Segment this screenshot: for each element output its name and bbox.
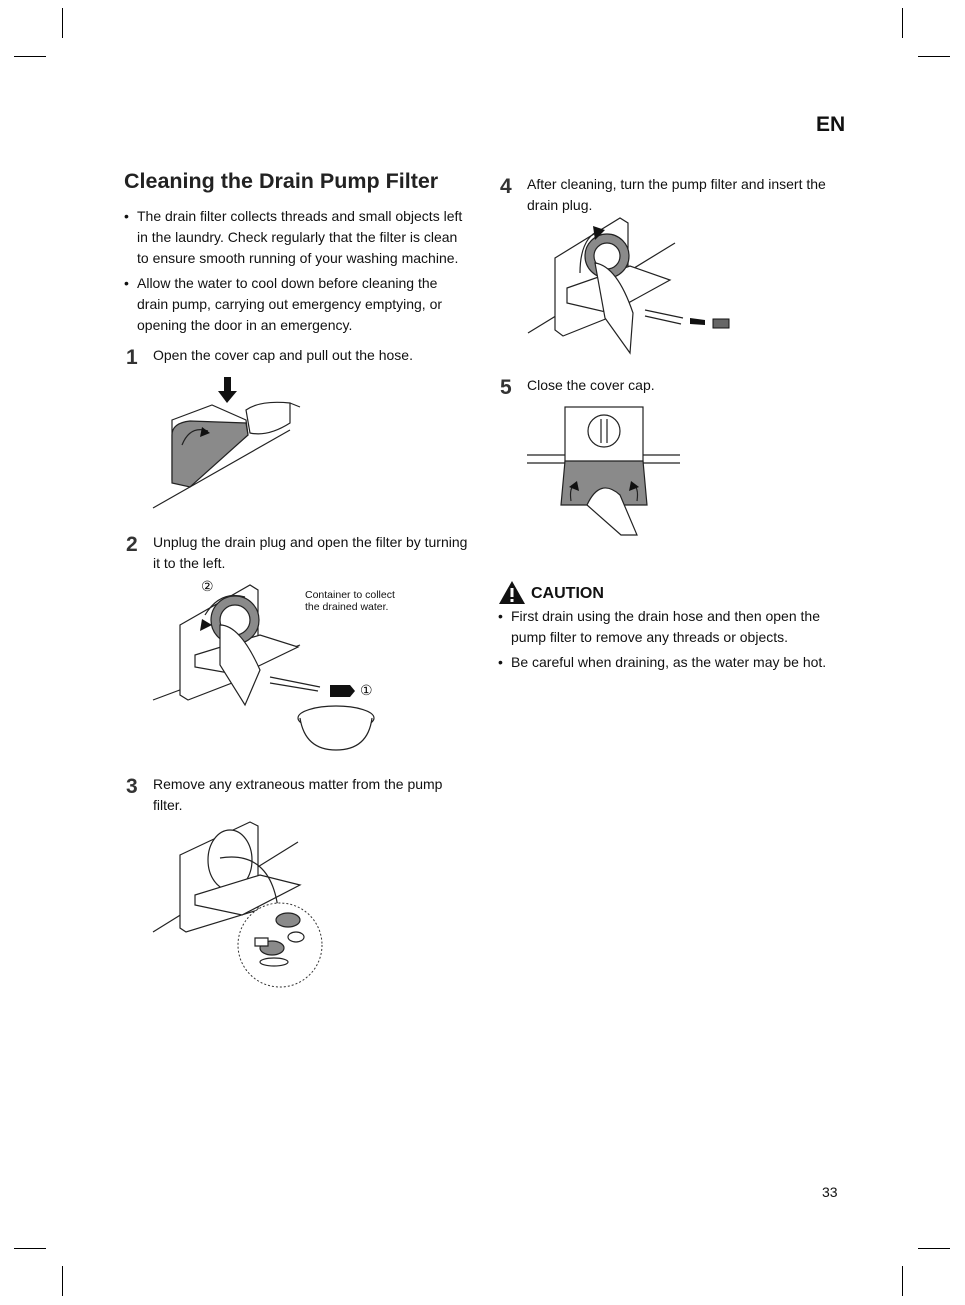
section-title: Cleaning the Drain Pump Filter	[124, 169, 439, 193]
intro-bullet: • Allow the water to cool down before cleaning the drain pump, carrying out emergency emptying, or opening the door in an emergency.	[120, 273, 470, 336]
crop-mark	[918, 56, 950, 57]
crop-mark	[918, 1248, 950, 1249]
step-text: Remove any extraneous matter from the pump filter.	[153, 776, 443, 813]
language-label: EN	[816, 113, 846, 136]
step-number: 5	[500, 376, 512, 399]
crop-mark	[902, 8, 903, 38]
crop-mark	[14, 56, 46, 57]
container-caption: Container to collect the drained water.	[305, 589, 395, 613]
step-text: Close the cover cap.	[527, 377, 655, 393]
step4-illustration	[525, 218, 740, 353]
marker-2: ②	[201, 578, 214, 594]
step3-illustration	[150, 820, 330, 990]
caution-list	[494, 606, 839, 677]
step2-illustration	[150, 585, 390, 755]
crop-mark	[62, 1266, 63, 1296]
step-text: Open the cover cap and pull out the hose.	[153, 347, 413, 363]
marker-1: ①	[360, 682, 373, 698]
caution-item: • Be careful when draining, as the water may be hot.	[494, 652, 839, 673]
step-text: After cleaning, turn the pump filter and insert the drain plug.	[527, 176, 826, 213]
step5-illustration	[525, 405, 685, 540]
step-number: 4	[500, 175, 512, 198]
step-number: 2	[126, 533, 138, 556]
crop-mark	[14, 1248, 46, 1249]
crop-mark	[62, 8, 63, 38]
caution-title: CAUTION	[531, 585, 604, 602]
page-number: 33	[822, 1184, 838, 1200]
caution-item: • First drain using the drain hose and then open the pump filter to remove any threads or objects.	[494, 606, 839, 648]
step1-illustration	[150, 375, 310, 515]
step-text: Unplug the drain plug and open the filter by turning it to the left.	[153, 534, 468, 571]
intro-bullets	[120, 206, 470, 340]
step-number: 3	[126, 775, 138, 798]
step-number: 1	[126, 346, 138, 369]
crop-mark	[902, 1266, 903, 1296]
intro-bullet: • The drain filter collects threads and small objects left in the laundry. Check regularly that the filter is clean to ensure smooth running of your washing machine.	[120, 206, 470, 269]
warning-icon	[499, 581, 525, 604]
